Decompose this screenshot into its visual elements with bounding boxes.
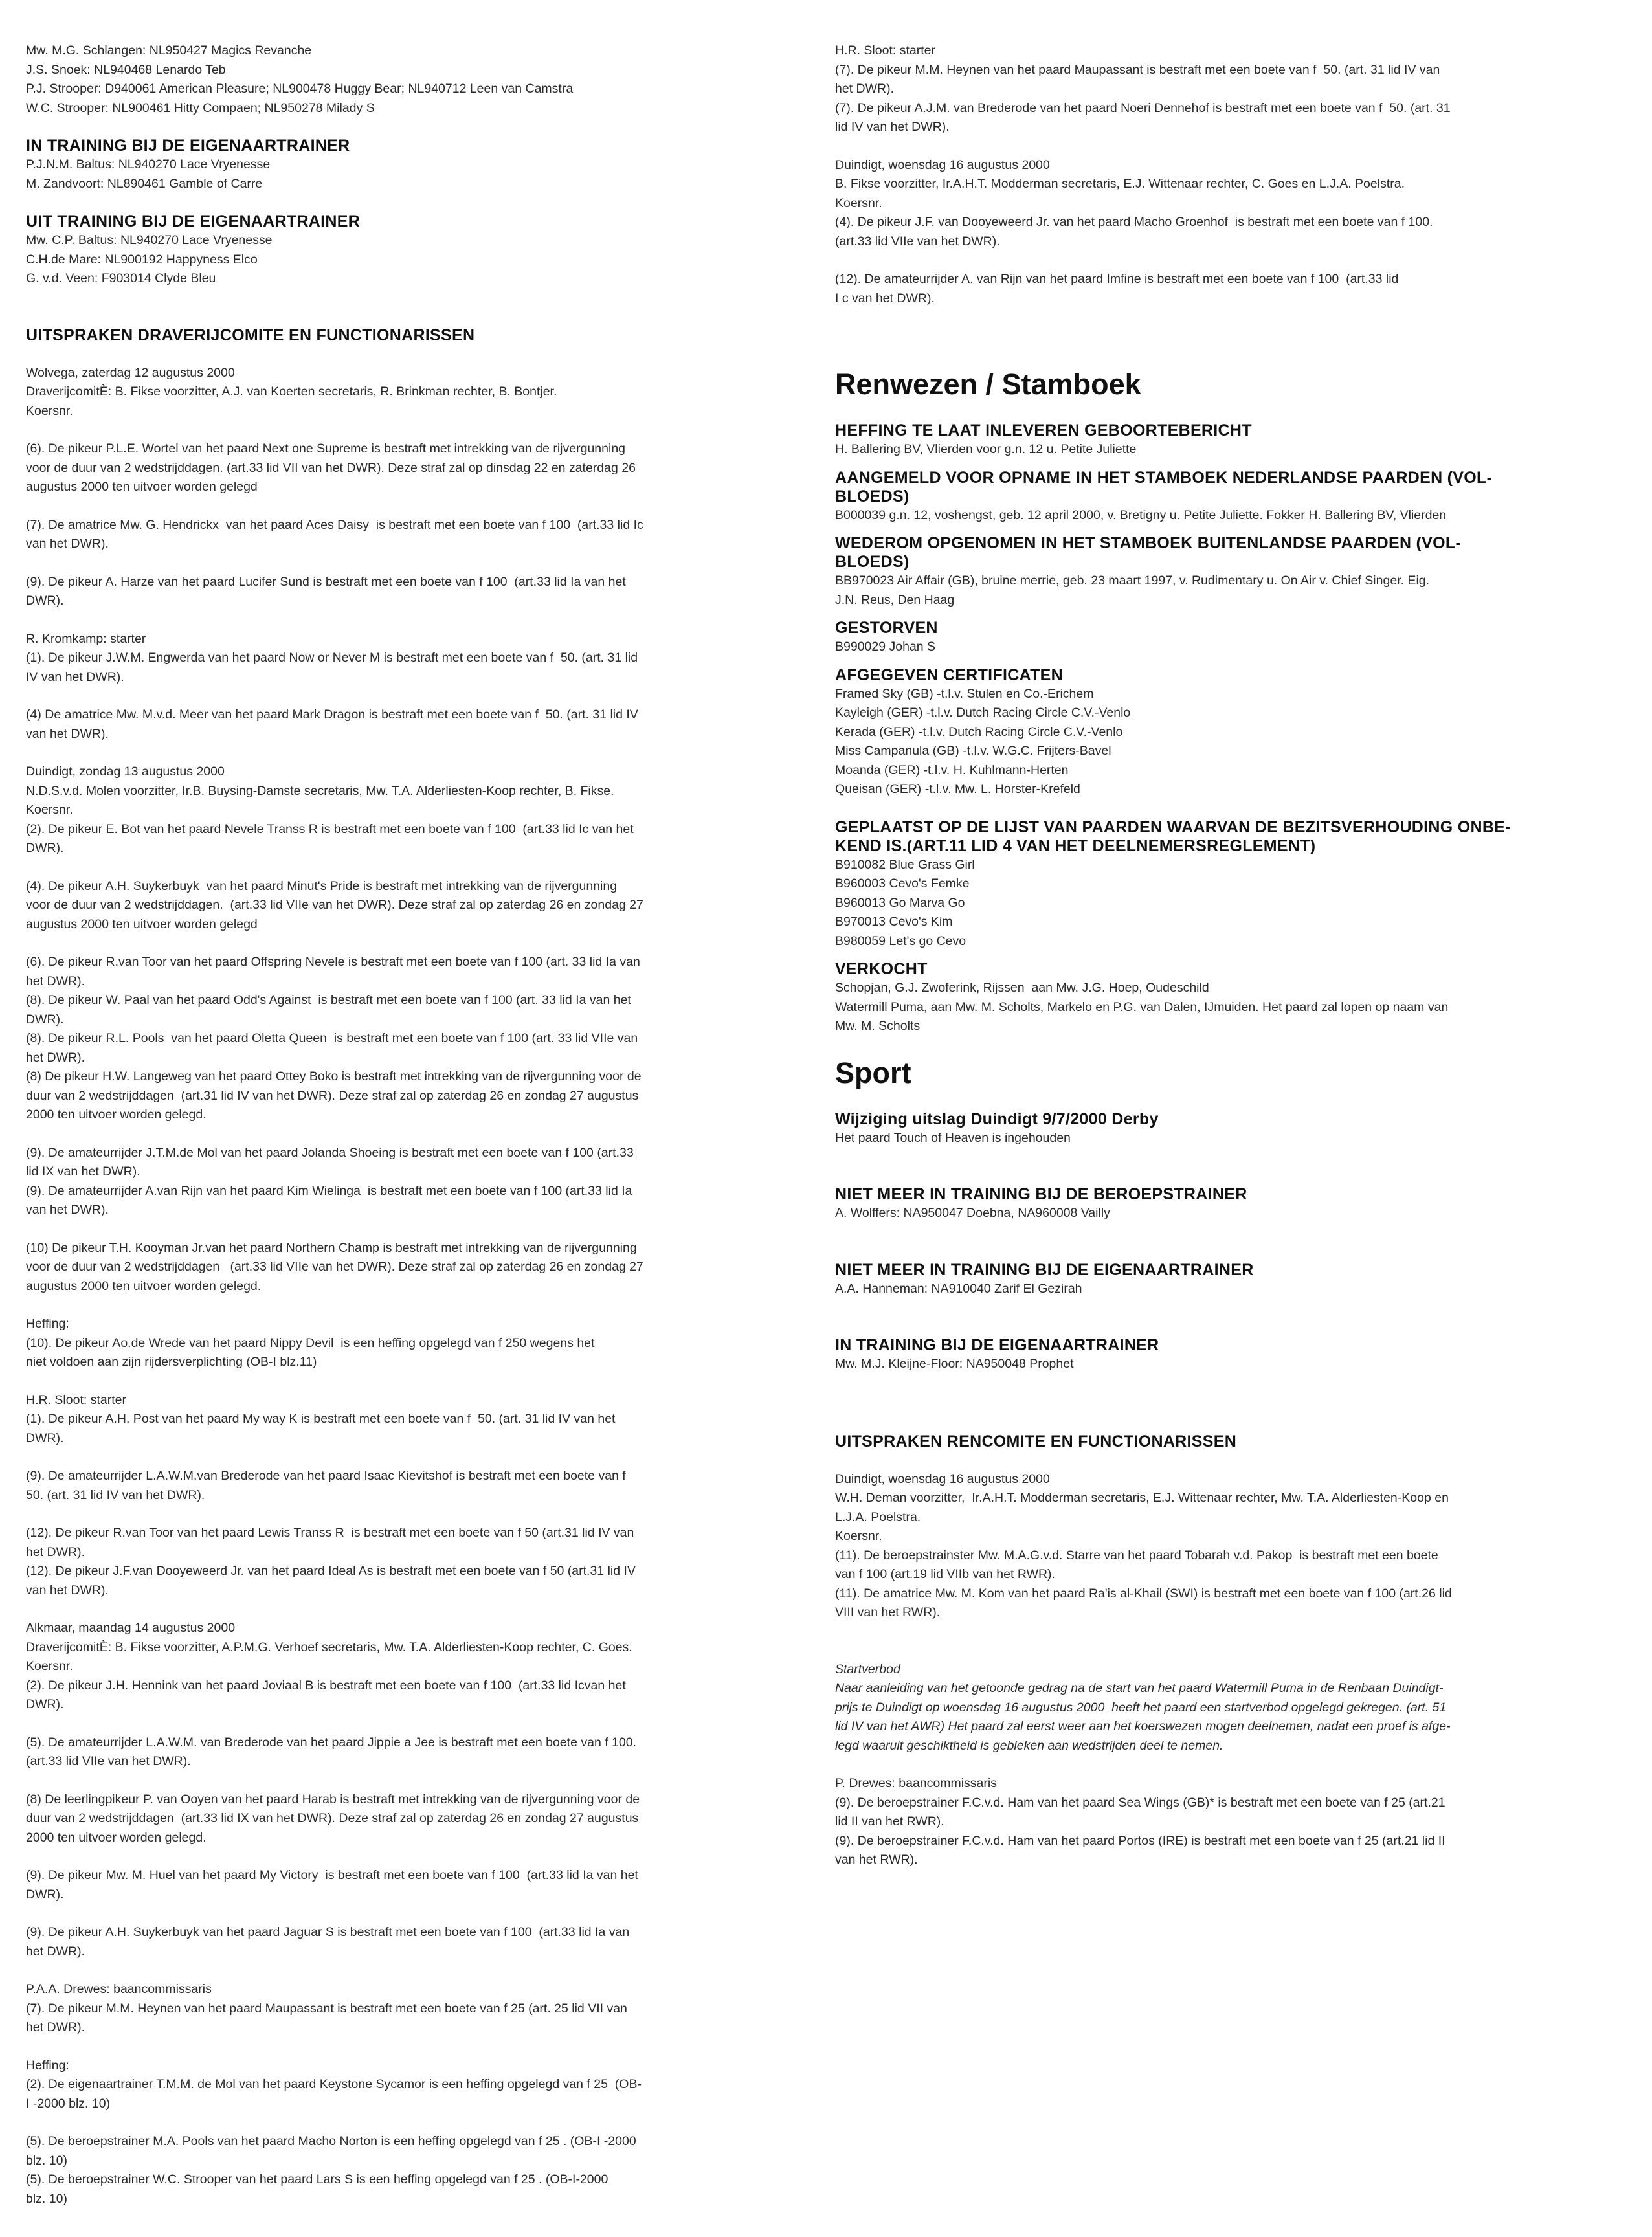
text-line: (8) De pikeur H.W. Langeweg van het paard Ottey Boko is bestraft met intrekking van de rijvergunning voor de — [26, 1069, 642, 1084]
text-line: prijs te Duindigt op woensdag 16 augustus 2000 heeft het paard een startverbod opgelegd gekregen. (art. 51 — [835, 1700, 1447, 1715]
text-block — [26, 1467, 796, 1505]
text-block — [26, 630, 796, 687]
spacer — [26, 1847, 796, 1866]
subsection-heading: AANGEMELD VOOR OPNAME IN HET STAMBOEK NEDERLANDSE PAARDEN (VOL- — [835, 468, 1493, 487]
text-line: Kayleigh (GER) -t.l.v. Dutch Racing Circle C.V.-Venlo — [835, 706, 1131, 720]
subsection-heading: NIET MEER IN TRAINING BIJ DE BEROEPSTRAINER — [835, 1185, 1247, 1203]
text-line: DWR). — [26, 1012, 64, 1027]
text-line: BB970023 Air Affair (GB), bruine merrie, geb. 23 maart 1997, v. Rudimentary u. On Air v. Chief Singer. Eig. — [835, 573, 1430, 588]
spacer — [835, 799, 1618, 818]
subsection-heading: UITSPRAKEN DRAVERIJCOMITE EN FUNCTIONARISSEN — [26, 326, 475, 344]
text-line: het DWR). — [26, 974, 85, 988]
text-line: Mw. M.J. Kleijne-Floor: NA950048 Prophet — [835, 1357, 1074, 1371]
text-line: van het DWR). — [26, 1203, 109, 1217]
text-line: B960013 Go Marva Go — [835, 895, 965, 910]
text-line: (5). De beroepstrainer M.A. Pools van het paard Macho Norton is een heffing opgelegd van f 25 . (OB-I -2000 — [26, 2134, 636, 2148]
text-line: (9). De beroepstrainer F.C.v.d. Ham van het paard Portos (IRE) is bestraft met een boete van f 25 (art.21 lid II — [835, 1833, 1446, 1848]
text-line: IV van het DWR). — [26, 669, 124, 684]
text-line: Het paard Touch of Heaven is ingehouden — [835, 1130, 1071, 1145]
text-line: Koersnr. — [26, 1659, 73, 1673]
text-line: (7). De pikeur M.M. Heynen van het paard Maupassant is bestraft met een boete van f 50. (art. 31 lid IV van — [835, 62, 1440, 77]
text-line: A. Wolffers: NA950047 Doebna, NA960008 Vailly — [835, 1206, 1110, 1220]
text-block — [835, 1355, 1618, 1374]
text-line: DWR). — [26, 594, 64, 608]
text-line: (4) De amatrice Mw. M.v.d. Meer van het paard Mark Dragon is bestraft met een boete van f 50. (art. 31 lid IV — [26, 707, 638, 722]
text-line: Queisan (GER) -t.l.v. Mw. L. Horster-Krefeld — [835, 782, 1080, 796]
spacer — [835, 1223, 1618, 1261]
spacer — [26, 1904, 796, 1923]
text-line: (9). De beroepstrainer F.C.v.d. Ham van het paard Sea Wings (GB)* is bestraft met een boete van f 25 (art.21 — [835, 1795, 1446, 1810]
text-block — [26, 440, 796, 497]
spacer — [835, 460, 1618, 469]
text-line: B910082 Blue Grass Girl — [835, 857, 975, 872]
spacer — [835, 308, 1618, 366]
text-line: voor de duur van 2 wedstrijddagen. (art.33 lid VIIe van het DWR). Deze straf zal op zaterdag 26 en zondag 27 — [26, 898, 643, 912]
text-block — [26, 1144, 796, 1220]
text-block — [835, 440, 1618, 460]
text-line: P.A.A. Drewes: baancommissaris — [26, 1982, 212, 1996]
text-line: augustus 2000 ten uitvoer worden gelegd — [26, 480, 258, 494]
text-line: voor de duur van 2 wedstrijddagen (art.33 lid VIIe van het DWR). Deze straf zal op zaterdag 26 en zondag 27 — [26, 1260, 643, 1274]
text-line: Koersnr. — [26, 403, 73, 418]
text-line: Naar aanleiding van het getoonde gedrag na de start van het paard Watermill Puma in de Renbaan Duindigt- — [835, 1681, 1444, 1695]
spacer — [835, 1298, 1618, 1336]
text-line: (1). De pikeur J.W.M. Engwerda van het paard Now or Never M is bestraft met een boete van f 50. (art. 31 lid — [26, 651, 638, 665]
text-line: W.C. Strooper: NL900461 Hitty Compaen; NL950278 Milady S — [26, 100, 375, 115]
text-line: Heffing: — [26, 1317, 69, 1331]
spacer — [26, 687, 796, 706]
right-column — [835, 41, 1618, 1870]
section-heading: Sport — [835, 1056, 911, 1089]
subsection-heading: GESTORVEN — [835, 619, 938, 637]
text-block — [835, 156, 1618, 252]
subsection-heading: BLOEDS) — [835, 487, 910, 506]
text-line: blz. 10) — [26, 2191, 67, 2206]
text-line: H. Ballering BV, Vlierden voor g.n. 12 u. Petite Juliette — [835, 442, 1137, 456]
text-line: van het DWR). — [26, 537, 109, 551]
subsection-heading: WEDEROM OPGENOMEN IN HET STAMBOEK BUITENLANDSE PAARDEN (VOL- — [835, 534, 1462, 552]
text-line: (art.33 lid VIIe van het DWR). — [26, 1754, 191, 1768]
text-line: Startverbod — [835, 1662, 900, 1676]
text-block — [26, 762, 796, 858]
text-line: 2000 ten uitvoer worden gelegd. — [26, 1830, 206, 1845]
text-block — [26, 516, 796, 554]
section-heading: Renwezen / Stamboek — [835, 368, 1141, 401]
text-line: (12). De amateurrijder A. van Rijn van het paard Imfine is bestraft met een boete van f 100 (art.33 lid — [835, 272, 1399, 286]
text-line: B990029 Johan S — [835, 640, 936, 654]
text-line: Framed Sky (GB) -t.l.v. Stulen en Co.-Erichem — [835, 686, 1094, 701]
spacer — [26, 289, 796, 326]
text-line: (2). De pikeur E. Bot van het paard Nevele Transs R is bestraft met een boete van f 100 (art.33 lid Ic van het — [26, 821, 634, 836]
spacer — [26, 1600, 796, 1619]
text-line: het DWR). — [26, 1544, 85, 1559]
text-line: van f 100 (art.19 lid VIIb van het RWR). — [835, 1567, 1055, 1581]
text-line: Koersnr. — [26, 803, 73, 817]
text-line: (6). De pikeur P.L.E. Wortel van het paard Next one Supreme is bestraft met intrekking van de rijvergunning — [26, 441, 626, 456]
text-block — [26, 1980, 796, 2038]
text-line: P.J. Strooper: D940061 American Pleasure; NL900478 Huggy Bear; NL940712 Leen van Camstra — [26, 82, 574, 96]
text-line: Moanda (GER) -t.l.v. H. Kuhlmann-Herten — [835, 762, 1069, 777]
text-line: (8). De pikeur R.L. Pools van het paard Oletta Queen is bestraft met een boete van f 100 (art. 33 lid VIIe van — [26, 1031, 638, 1045]
text-line: Alkmaar, maandag 14 augustus 2000 — [26, 1621, 236, 1635]
subsection-heading: BLOEDS) — [835, 553, 910, 571]
text-line: P. Drewes: baancommissaris — [835, 1776, 997, 1790]
spacer — [26, 1372, 796, 1391]
spacer — [26, 1772, 796, 1790]
text-block — [26, 1619, 796, 1715]
text-line: het DWR). — [835, 82, 895, 96]
text-block — [26, 231, 796, 289]
text-line: lid IX van het DWR). — [26, 1164, 140, 1179]
text-line: van het DWR). — [26, 726, 109, 741]
text-line: Kerada (GER) -t.l.v. Dutch Racing Circle C.V.-Venlo — [835, 724, 1123, 739]
spacer — [835, 1451, 1618, 1470]
text-line: C.H.de Mare: NL900192 Happyness Elco — [26, 252, 258, 267]
text-block — [26, 1239, 796, 1297]
text-block — [835, 270, 1618, 308]
text-line: (8). De pikeur W. Paal van het paard Odd's Against is bestraft met een boete van f 100 (art. 33 lid Ia van het — [26, 993, 631, 1007]
text-line: Watermill Puma, aan Mw. M. Scholts, Markelo en P.G. van Dalen, IJmuiden. Het paard zal lopen op naam van — [835, 999, 1449, 1014]
text-block — [835, 41, 1618, 137]
text-line: A.A. Hanneman: NA910040 Zarif El Gezirah — [835, 1281, 1082, 1296]
text-block — [26, 706, 796, 744]
spacer — [835, 525, 1618, 534]
text-line: het DWR). — [26, 1050, 85, 1065]
text-line: DWR). — [26, 1430, 64, 1445]
text-line: (8) De leerlingpikeur P. van Ooyen van het paard Harab is bestraft met intrekking van de rijvergunning voor de — [26, 1792, 640, 1807]
text-line: B980059 Let's go Cevo — [835, 933, 966, 948]
spacer — [26, 345, 796, 364]
text-line: (9). De pikeur A. Harze van het paard Lucifer Sund is bestraft met een boete van f 100 (art.33 lid Ia van het — [26, 574, 626, 589]
text-line: VIII van het RWR). — [835, 1605, 941, 1619]
text-line: (7). De pikeur A.J.M. van Brederode van het paard Noeri Dennehof is bestraft met een boete van f 50. (art. 31 — [835, 100, 1451, 115]
subsection-heading: Wijziging uitslag Duindigt 9/7/2000 Derby — [835, 1109, 1159, 1128]
text-block — [26, 155, 796, 194]
text-line: Koersnr. — [835, 195, 882, 210]
subsection-heading: KEND IS.(ART.11 LID 4 VAN HET DEELNEMERSREGLEMENT) — [835, 836, 1316, 855]
text-line: (12). De pikeur R.van Toor van het paard Lewis Transs R is bestraft met een boete van f 50 (art.31 lid IV van — [26, 1526, 634, 1540]
spacer — [835, 657, 1618, 666]
text-line: (4). De pikeur J.F. van Dooyeweerd Jr. van het paard Macho Groenhof is bestraft met een boete van f 100. — [835, 215, 1433, 229]
text-line: B000039 g.n. 12, voshengst, geb. 12 april 2000, v. Bretigny u. Petite Juliette. Fokker H. Ballering BV, Vlierden — [835, 507, 1447, 522]
text-line: DWR). — [26, 1697, 64, 1711]
text-line: B960003 Cevo's Femke — [835, 876, 970, 891]
spacer — [26, 497, 796, 516]
text-line: (2). De pikeur J.H. Hennink van het paard Joviaal B is bestraft met een boete van f 100 (art.33 lid Icvan het — [26, 1678, 626, 1693]
text-line: DraverijcomitÈ: B. Fikse voorzitter, A.P.M.G. Verhoef secretaris, Mw. T.A. Alderliesten-Koop rechter, C. Goes. — [26, 1640, 632, 1654]
spacer — [26, 194, 796, 212]
spacer — [835, 1036, 1618, 1055]
text-line: niet voldoen aan zijn rijdersverplichting (OB-I blz.11) — [26, 1355, 317, 1369]
text-line: (2). De eigenaartrainer T.M.M. de Mol van het paard Keystone Sycamor is een heffing opgelegd van f 25 (OB- — [26, 2077, 642, 2091]
text-line: (art.33 lid VIIe van het DWR). — [835, 234, 1000, 249]
text-block — [835, 1774, 1618, 1870]
text-line: Duindigt, zondag 13 augustus 2000 — [26, 764, 225, 779]
subsection-heading: VERKOCHT — [835, 960, 928, 978]
spacer — [26, 1448, 796, 1467]
text-line: augustus 2000 ten uitvoer worden gelegd. — [26, 1278, 262, 1293]
spacer — [835, 251, 1618, 270]
text-line: (7). De amatrice Mw. G. Hendrickx van het paard Aces Daisy is bestraft met een boete van f 100 (art.33 lid Ic — [26, 517, 643, 532]
text-line: Miss Campanula (GB) -t.l.v. W.G.C. Frijters-Bavel — [835, 744, 1111, 758]
spacer — [26, 118, 796, 137]
subsection-heading: IN TRAINING BIJ DE EIGENAARTRAINER — [26, 137, 350, 155]
text-line: Duindigt, woensdag 16 augustus 2000 — [835, 157, 1050, 172]
text-line: (9). De pikeur A.H. Suykerbuyk van het paard Jaguar S is bestraft met een boete van f 100 (art.33 lid Ia van — [26, 1925, 630, 1939]
spacer — [835, 1148, 1618, 1185]
text-line: (11). De beroepstrainster Mw. M.A.G.v.d. Starre van het paard Tobarah v.d. Pakop is bestraft met een boete — [835, 1548, 1438, 1563]
text-block — [26, 2056, 796, 2114]
text-line: Koersnr. — [835, 1529, 882, 1543]
text-line: (7). De pikeur M.M. Heynen van het paard Maupassant is bestraft met een boete van f 25 (art. 25 lid VII van — [26, 2001, 627, 2016]
text-line: 50. (art. 31 lid IV van het DWR). — [26, 1487, 205, 1502]
text-line: blz. 10) — [26, 2153, 67, 2168]
spacer — [26, 934, 796, 953]
spacer — [26, 2038, 796, 2056]
spacer — [26, 1125, 796, 1144]
spacer — [835, 403, 1618, 421]
text-line: legd waaruit geschiktheid is gebleken aan wedstrijden deel te nemen. — [835, 1738, 1223, 1753]
text-line: Mw. M.G. Schlangen: NL950427 Magics Revanche — [26, 43, 312, 58]
spacer — [26, 554, 796, 573]
text-line: 2000 ten uitvoer worden gelegd. — [26, 1107, 206, 1122]
text-line: (9). De amateurrijder J.T.M.de Mol van het paard Jolanda Shoeing is bestraft met een boete van f 100 (art.33 — [26, 1145, 634, 1160]
text-line: (9). De pikeur Mw. M. Huel van het paard My Victory is bestraft met een boete van f 100 (art.33 lid Ia van het — [26, 1868, 638, 1882]
spacer — [26, 1505, 796, 1524]
text-line: van het RWR). — [835, 1853, 918, 1867]
text-line: (11). De amatrice Mw. M. Kom van het paard Ra'is al-Khail (SWI) is bestraft met een boete van f 100 (art.26 lid — [835, 1586, 1452, 1601]
text-line: (1). De pikeur A.H. Post van het paard My way K is bestraft met een boete van f 50. (art. 31 lid IV van het — [26, 1412, 616, 1426]
spacer — [835, 951, 1618, 960]
text-block — [835, 638, 1618, 657]
text-line: H.R. Sloot: starter — [26, 1392, 126, 1407]
subsection-heading: GEPLAATST OP DE LIJST VAN PAARDEN WAARVAN DE BEZITSVERHOUDING ONBE- — [835, 818, 1511, 836]
text-line: (9). De amateurrijder A.van Rijn van het paard Kim Wielinga is bestraft met een boete van f 100 (art.33 lid Ia — [26, 1183, 632, 1198]
text-line: (12). De pikeur J.F.van Dooyeweerd Jr. van het paard Ideal As is bestraft met een boete van f 50 (art.31 lid IV — [26, 1564, 636, 1578]
text-block — [26, 1315, 796, 1372]
text-line: I c van het DWR). — [835, 291, 935, 306]
text-line: Wolvega, zaterdag 12 augustus 2000 — [26, 365, 235, 380]
text-line: H.R. Sloot: starter — [835, 43, 935, 58]
text-line: DWR). — [26, 1887, 64, 1902]
text-line: I -2000 blz. 10) — [26, 2096, 111, 2111]
text-block — [26, 364, 796, 421]
text-block — [26, 1790, 796, 1848]
subsection-heading: UIT TRAINING BIJ DE EIGENAARTRAINER — [26, 212, 361, 230]
text-block — [26, 1733, 796, 1772]
text-line: (6). De pikeur R.van Toor van het paard Offspring Nevele is bestraft met een boete van f 100 (art. 33 lid Ia van — [26, 955, 640, 969]
text-line: DWR). — [26, 841, 64, 855]
spacer — [835, 1091, 1618, 1110]
text-line: het DWR). — [26, 1944, 85, 1959]
text-line: lid IV van het AWR) Het paard zal eerst weer aan het koerswezen mogen deelnemen, nadat een proef is afge- — [835, 1719, 1451, 1733]
text-block — [26, 1391, 796, 1449]
text-block — [835, 856, 1618, 952]
text-block — [835, 979, 1618, 1036]
text-line: Heffing: — [26, 2058, 69, 2073]
text-block — [26, 1923, 796, 1961]
left-column — [26, 41, 796, 2209]
spacer — [26, 1961, 796, 1980]
spacer — [26, 611, 796, 630]
text-line: DraverijcomitÈ: B. Fikse voorzitter, A.J. van Koerten secretaris, R. Brinkman rechter, B. Bontjer. — [26, 384, 557, 399]
text-line: duur van 2 wedstrijddagen (art.31 lid IV van het DWR). Deze straf zal op zaterdag 26 en zondag 27 augustus — [26, 1088, 639, 1103]
text-block — [835, 1129, 1618, 1148]
text-block — [835, 572, 1618, 610]
spacer — [835, 610, 1618, 619]
spacer — [26, 1296, 796, 1315]
text-block — [26, 2132, 796, 2209]
text-line: R. Kromkamp: starter — [26, 631, 146, 646]
subsection-heading: HEFFING TE LAAT INLEVEREN GEBOORTEBERICHT — [835, 421, 1252, 440]
text-block — [835, 1470, 1618, 1623]
text-line: M. Zandvoort: NL890461 Gamble of Carre — [26, 176, 263, 191]
spacer — [26, 744, 796, 762]
text-line: Mw. C.P. Baltus: NL940270 Lace Vryenesse — [26, 233, 273, 247]
text-line: voor de duur van 2 wedstrijddagen. (art.33 lid VII van het DWR). Deze straf zal op dinsdag 22 en zaterdag 26 — [26, 460, 636, 475]
spacer — [26, 1220, 796, 1239]
text-line: (4). De pikeur A.H. Suykerbuyk van het paard Minut's Pride is bestraft met intrekking van de rijvergunning — [26, 878, 618, 893]
text-block — [835, 1280, 1618, 1299]
text-block — [26, 1524, 796, 1600]
spacer — [835, 1374, 1618, 1432]
spacer — [26, 1715, 796, 1733]
text-line: duur van 2 wedstrijddagen (art.33 lid IX van het DWR). Deze straf zal op zaterdag 26 en zondag 27 augustus — [26, 1811, 639, 1825]
text-block — [26, 1866, 796, 1904]
text-line: Duindigt, woensdag 16 augustus 2000 — [835, 1471, 1050, 1486]
text-line: (5). De amateurrijder L.A.W.M. van Brederode van het paard Jippie a Jee is bestraft met een boete van f 100. — [26, 1735, 637, 1750]
text-block — [26, 573, 796, 611]
text-line: augustus 2000 ten uitvoer worden gelegd — [26, 917, 258, 931]
text-line: lid II van het RWR). — [835, 1814, 944, 1829]
text-line: B970013 Cevo's Kim — [835, 915, 953, 929]
text-line: N.D.S.v.d. Molen voorzitter, Ir.B. Buysing-Damste secretaris, Mw. T.A. Alderliesten-Koop rechter, B. Fikse. — [26, 783, 614, 798]
notice-block — [835, 1660, 1618, 1756]
subsection-heading: NIET MEER IN TRAINING BIJ DE EIGENAARTRAINER — [835, 1260, 1254, 1279]
text-line: L.J.A. Poelstra. — [835, 1509, 921, 1524]
text-line: (9). De amateurrijder L.A.W.M.van Brederode van het paard Isaac Kievitshof is bestraft met een boete van f — [26, 1469, 626, 1483]
text-line: van het DWR). — [26, 1583, 109, 1597]
text-line: P.J.N.M. Baltus: NL940270 Lace Vryenesse — [26, 157, 271, 172]
spacer — [835, 1755, 1618, 1774]
text-block — [835, 1204, 1618, 1223]
spacer — [26, 858, 796, 877]
subsection-heading: AFGEGEVEN CERTIFICATEN — [835, 665, 1063, 684]
spacer — [835, 137, 1618, 156]
subsection-heading: UITSPRAKEN RENCOMITE EN FUNCTIONARISSEN — [835, 1432, 1237, 1451]
text-line: (10) De pikeur T.H. Kooyman Jr.van het paard Northern Champ is bestraft met intrekking van de rijvergunning — [26, 1240, 637, 1255]
text-line: lid IV van het DWR). — [835, 120, 950, 134]
text-line: J.S. Snoek: NL940468 Lenardo Teb — [26, 62, 226, 77]
text-line: G. v.d. Veen: F903014 Clyde Bleu — [26, 271, 216, 285]
subsection-heading: IN TRAINING BIJ DE EIGENAARTRAINER — [835, 1336, 1159, 1354]
text-block — [835, 506, 1618, 526]
text-line: Schopjan, G.J. Zwoferink, Rijssen aan Mw. J.G. Hoep, Oudeschild — [835, 981, 1209, 995]
text-line: het DWR). — [26, 2020, 85, 2034]
text-block — [26, 41, 796, 118]
text-line: (10). De pikeur Ao.de Wrede van het paard Nippy Devil is een heffing opgelegd van f 250 wegens het — [26, 1335, 595, 1350]
text-line: W.H. Deman voorzitter, Ir.A.H.T. Modderman secretaris, E.J. Wittenaar rechter, Mw. T.A. Alderliesten-Koop en — [835, 1491, 1449, 1505]
text-block — [26, 953, 796, 1125]
spacer — [26, 2113, 796, 2132]
text-line: J.N. Reus, Den Haag — [835, 592, 955, 607]
text-line: B. Fikse voorzitter, Ir.A.H.T. Modderman secretaris, E.J. Wittenaar rechter, C. Goes en L.J.A. Poelstra. — [835, 177, 1405, 191]
text-block — [835, 685, 1618, 799]
spacer — [26, 421, 796, 440]
text-block — [26, 877, 796, 935]
spacer — [835, 1623, 1618, 1660]
text-line: Mw. M. Scholts — [835, 1019, 921, 1033]
text-line: (5). De beroepstrainer W.C. Strooper van het paard Lars S is een heffing opgelegd van f 25 . (OB-I-2000 — [26, 2172, 608, 2187]
